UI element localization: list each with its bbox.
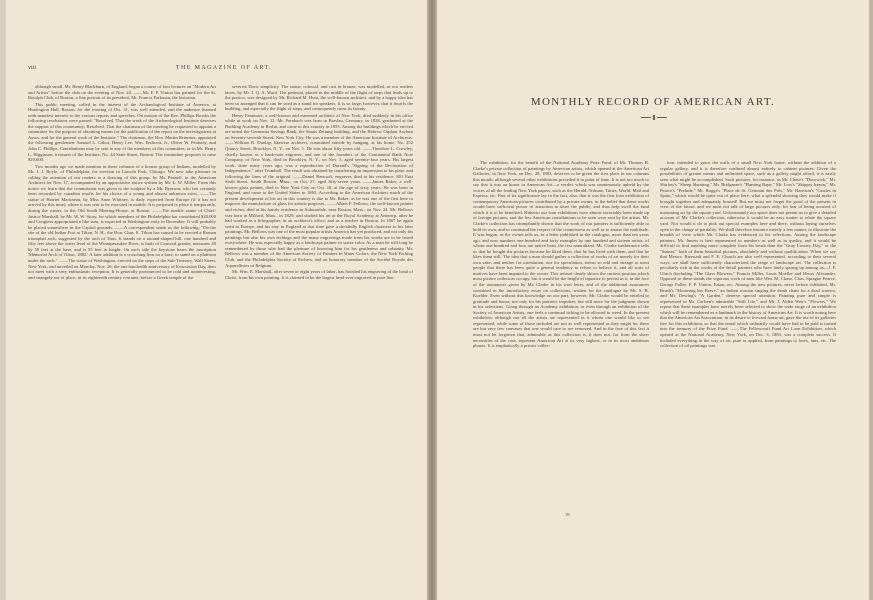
paragraph: The exhibition, for the benefit of the National Academy Prize Fund, of Mr. Thomas B. Clarke's private collection of paintings by American artists, which opened at the American Art Galleries, in New York, on Dec. 28, 1883, deserves to be given the first place in our columns this month, although several other exhibitions preceded it in point of time. It is not too much to say that it was an honor to American Art—a verdict which was unanimously upheld by the voices of all the leading New York papers, such as the Herald, Tribune, Times, World, Mail and Express, etc. Part of its significance lay in the fact, also, that it was the first loan exhibition of contemporary American pictures contributed by a private owner, in the belief that these works would have sufficient power of attraction to draw the public, and thus help swell the fund which it is to be benefited. Hitherto our loan exhibitions have almost invariably been made up of foreign pictures, and the few American contributions to be seen were sent by the artists. Mr. Clarke's collection has triumphantly shown that the work of our painters is sufficiently able to hold its own, and to command the respect of the connoisseur as well as to amuse the multitude. It was begun, as the owner tells us, in a letter published in the catalogue, more than ten years ago, and now numbers one hundred and forty examples by one hundred and sixteen artists, of whom one hundred and four are native born, the rest naturalized. Mr. Clarke furthermore tells us that he bought the pictures because he liked them, that he has lived with them, and that he likes them still. The idea that a man should gather a collection of works of art merely for their own sake, and neither for ostentation, nor for speculation, seems so odd and strange to most people that there has been quite a general tendency to refuse to believe it, and all sorts of motives have been imputed to the owner. This refusal clearly shows the curious position which most picture collectors occupy, but it would be the height of injustice to persist in it, in the face of the assurances given by Mr. Clarke in his own letter, and of the additional assurances contained in the introductory essay on collections, written for the catalogue by Mr. S. R. Koehler. Even without this knowledge on our part, however, Mr. Clarke would be entitled to gratitude and honor, not only for his patriotic impulses, but still more for the judgment shown in his selections. Going through an Academy exhibition, or even through an exhibition of the Society of American Artists, one feels a continual itching to be allowed to weed. In the present exhibition, although not all the artists are represented in it whom one would like to see represented, while some of those included are not as well represented as they might be, there are but very few canvases that one would care to see removed. And in the face of this fact it must not be forgotten that, admirable as this collection is, it does not, for from the sheer necessities of the case, represent American Art at its very highest, or in its most ambitious phases. It is emphatically a private collec- [473, 160, 649, 349]
paragraph: although small. Mr. Henry Blackburn, of England, began a course of four lectures on "Modern Art and Artists" before the club on the evening of Nov. 24. ——Mr. F. P. Vinton has painted for the St. Botolph Club, of Boston, a fine portrait of its president, Mr. Francis Parkman, the historian. [28, 84, 216, 101]
book-gutter [427, 0, 437, 600]
right-page [437, 0, 869, 600]
right-column-1 [473, 160, 649, 510]
running-head [28, 65, 420, 75]
title-ornament [641, 115, 667, 120]
page-edge [869, 0, 873, 600]
running-head-title: THE MAGAZINE OF ART. [175, 65, 273, 71]
paragraph: severest Doric simplicity. The statue, colossal, and cast in bronze, was modelled, as our readers know, by Mr. J. Q. A. Ward. The pedestal, placed in the middle of the flight of steps that leads up to the portico, was designed by Mr. Richard M. Hunt, the well-known architect, and by a happy idea has been so arranged that it can be used as a stand for speakers. It is so large, however, that it dwarfs the building, and especially the flight of steps, and consequently ruins its beauty. [225, 84, 413, 112]
article-title: MONTHLY RECORD OF AMERICAN ART. [530, 96, 776, 108]
paragraph: Mr. Wm. E. Marshall, after seven or eight years of labor, has finished his engraving of the head of Christ, from his own painting. It is claimed to be the largest head ever engraved in pure line. [225, 269, 413, 280]
paragraph: This public meeting, called in the interest of the Archæological Institute of America, at Huntington Hall, Boston, for the evening of Oct. 31, was well attended, and the audience listened with manifest interest to the various reports and speeches. On motion of the Rev. Phillips Brooks the following resolutions were passed: "Resolved, That the work of the Archæological Institute deserves the support of this community; Resolved, That the chairman of the meeting be requested to appoint a committee for the purpose of obtaining means for the publication of the report on the investigations at Assos, and for the general work of the Institute." The chairman, the Hon. Martin Brimmer, appointed the following gentlemen: Samuel L. Cabot, Henry Lee, Wm. Endicott, Jr., Oliver W. Peabody, and John C. Phillips. Contributions may be sent to any of the members of this committee, or to Mr. Henry L. Higginson, treasurer of the Institute, No. 44 State Street, Boston. The committee proposes to raise $20,000. [28, 101, 216, 163]
paragraph: tion, intended to grace the walls of a small New York home, without the addition of a regular gallery, and it is therefore confined almost entirely to cabinet pictures. Given the possibilities of greater means and unlimited space, such as a gallery might afford, it is easily seen what might be accomplished. Such pictures, for instance, as Mr. Chase's "Dorowick," Mr. Shirlaw's "Sheep Shearing," Mr. Bridgman's "Planting Rape," Mr. Low's "Skipper Ireson," Mr. Pearce's "Prelude," Mr. Boggs's "Place de St. Germain des Prés," Mr. Harrison's "Castles in Spain," which would be quite out of place here, what a splendid showing they would make if brought together and adequately housed! But we must not forget the good of the present in view of the future, and we must not talk of large pictures only, for fear of being accused of measuring art by the square yard. Unfortunately our space does not permit us to give a detailed account of Mr. Clarke's collection; otherwise it would be an easy matter to relate the square yard. Nor would it do to pick out special examples here and there, without laying ourselves open to the charge of partiality. We shall therefore instance merely a few names, to illustrate the breadth of view which Mr. Clarke has evidenced in his selections. Among the landscape painters, Mr. Inness is best represented in numbers as well as in quality, and it would be difficult to find anything more complete from his brush than the "Gray Lowery Day," or the "Sunset," both of them beautiful pictures, absolutely and without qualification. When we say that Messrs. Bierstadt and F. E. Church are also well represented, according to their several ways, we shall have sufficiently characterized the range of landscape art. The collection is peculiarly rich in the works of the detail painters who have lately sprung up among us—J. F. Ulrich (including "The Glass Blowers," Francis Miller, Louis Moeller and Henry Alexander. Opposed to these stands the vigorous work of men like Wm. M. Chase, Chas. Sprague Pearce, George Fuller, F. P. Vinton, Eaton, etc. Among the new pictures, never before exhibited, Mr. Brush's "Mourning her Brave," an Indian woman singing the death chant for a dead warrior, and Mr. Dewing's "A Garden," deserve special attention. Painting pure and simple is represented in Mr. Carlsen's admirable "Still Life," and Mr. J. Alden Weir's "Flowers." We repeat that these examples have merely been selected to show the wide range of an exhibition which will be remembered as a landmark in the history of American Art. It is worth noting here that the American Art Association, in its desire to forward home art, gave the use of its galleries free for this exhibition, so that the rental which ordinarily would have had to be paid is turned into the treasury of the Prize Fund. ——The Fellowcraft Fund Art Loan Exhibition, which opened at the National Academy, New York, on Dec. 3, 1883, was a complete success. It included everything in the way of art, pure or applied, from paintings to laces, fans, etc. The collection of oil paintings was [660, 160, 836, 349]
paragraph: Two months ago we made mention in these columns of a bronze group of Indians, modelled by Mr. J. J. Boyle, of Philadelphia, for erection in Lincoln Park, Chicago. We now take pleasure in calling the attention of our readers to a drawing of this group, by Mr. Pennell, in the American Architect for Nov. 17, accompanied by an appreciative notice written by Mr. L. W. Miller. From this notice we learn that the commission was given to the sculptor by a Mr. Ryerson, who has certainly been rewarded by canadian results for his choice of a young and almost unknown artist. ——The statue of Harriet Martineau, by Miss Anne Whitney, is daily expected from Europe (if it has not arrived by this time), where it was sent to be executed in marble. It is proposed to place it temporarily, during the winter, in the Old South Meeting-House, at Boston. ——The marble statue of Chief-Justice Marshall, by Mr. W. W. Story, for which members of the Philadelphia bar contributed $20,000 and Congress appropriated a like sum, is expected in Washington early in December. It will probably be placed somewhere in the Capitol grounds. ——A correspondent sends us the following: "On the site of the old Indian Fort at Tilton, N. H., the Hon. Chas. E. Tilton has caused to be erected a Roman triumphal arch, suggested by the arch of Titus. It stands on a mound-shaped hill, one hundred and fifty feet above the water level of the Winnipesaukee River, is built of Concord granite, measures 40 by 50 feet at the base, and is 55 feet in height. On each side the keystone bears the inscription 'Memorial Arch of Tilton, 1882.' A later addition is a crouching lion on a base, to stand on a platform under the arch." ——The statue of Washington, erected on the steps of the Sub-Treasury, Wall Street, New York, and unveiled on Monday, Nov. 26, the one hundredth anniversary of Evacuation Day, does not meet with a very enthusiastic reception. It is generally pronounced to be cold and uninteresting, and strangely out of place, in its eighteenth century costume, before a Greek temple of the [28, 163, 216, 280]
left-column-2 [225, 84, 413, 562]
right-column-2 [660, 160, 836, 510]
paragraph: Henry Fenimore, a well-known and esteemed architect of New York, died suddenly in his office while at work on Nov. 12. Mr. Fernbach was born in Breslau, Germany, in 1828, graduated at the Building Academy in Berlin, and came to this country in 1855. Among the buildings which he erected are noted the Germania Savings Bank, the Staats Zeitung building, and the Hebrew Orphan Asylum on Seventy-seventh Street, New York City. He was a member of the American Institute of Architects. ——William R. Dunlap, likewise architect, committed suicide by hanging, at his home, No. 252 Quincy Street, Brooklyn, N. Y., on Nov. 1. He was about fifty years old. ——Theodore L. Crowley, chiefly known as a bank-note engraver, and one of the founders of the Continental Bank Note Company, of New York, died in Brooklyn, N. Y., on Nov. 5, aged seventy-four years. His largest work, done many years ago, was a reproduction of Durand's "Signing of the Declaration of Independence," after Trumbull. The result was obtained by transferring an impression to his plate, and following the lines of the original. ——Daniel Beecroft, engraver, died at his residence, 801 East Sixth Street, South Boston, Mass., on Oct. 27, aged fifty-seven years. ——James Baker, a well-known glass painter, died in New York City on Oct. 18, at the age of sixty years. He was born in England, and came to the United States in 1865. According to the American Architect much of the present development of his art in this country is due to Mr. Baker, as he was one of the first here to improve the manufacture of glass for artistic purposes. ——Albert F. Fellows, the well-known painter and etcher, died at his family residence in Auburndale, near Boston, Mass., on Nov. 24. Mr. Bellows was born in Milford, Mass., in 1829, and studied his art at the Royal Academy at Antwerp, after he had worked as a lithographer, in an architect's office, and as a teacher in Boston. In 1867 he again went to Europe, and his stay in England at that time gave a decidedly English character to his later paintings. Mr. Bellows was one of the most popular artists America has yet produced, and not only his paintings but also his own etchings and the many engravings made from his works are to be found everywhere. He was especially happy as a landscape painter in water-color. As a man he will long be remembered by those who had the pleasure of knowing him for his gentleness and urbanity. Mr. Bellows was a member of the American Society of Painters in Water Colors, the New York Etching Club, and the Philadelphia Society of Etchers, and an honorary member of the Société Royale des Aquarellistes of Belgium. [225, 112, 413, 268]
left-page [6, 0, 427, 600]
left-column-1 [28, 84, 216, 562]
page-number: viii [28, 65, 37, 71]
signature-mark: 19 [565, 512, 570, 517]
